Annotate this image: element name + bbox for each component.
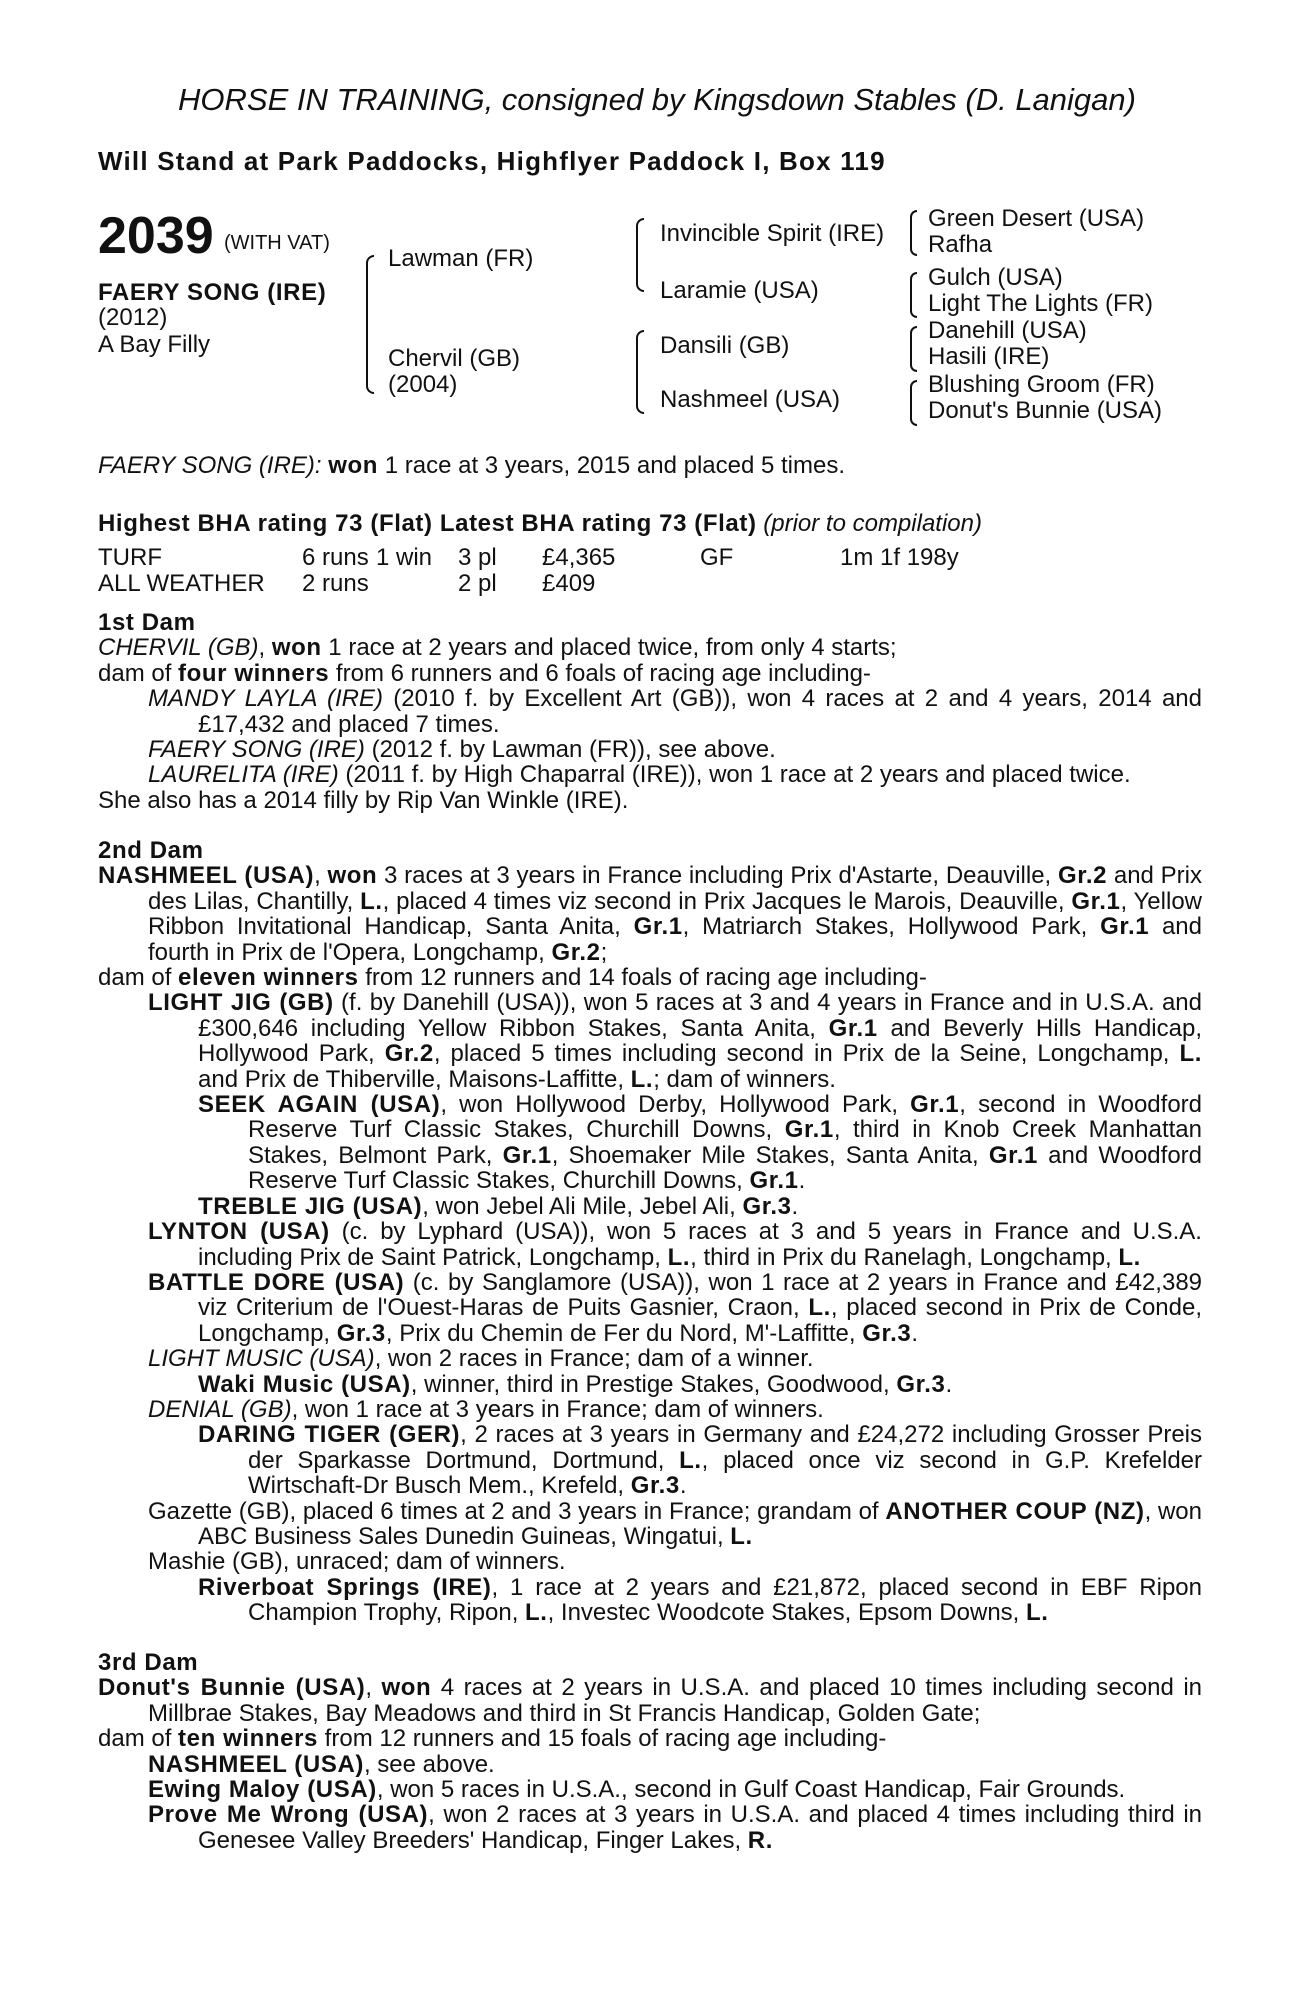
pedigree-bracket [910,380,917,426]
pedigree-bracket [910,326,917,372]
pedigree-gg-3: Gulch (USA) [928,264,1063,291]
dam-paragraph: dam of eleven winners from 12 runners and 14 foals of racing age including- [98,964,927,992]
progeny-entry: Prove Me Wrong (USA), won 2 races at 3 years in U.S.A. and placed 4 times including third in Genesee Valley Breeders' Handicap, Finger Lakes, R. [148,1801,1202,1854]
pedigree-bracket [636,330,644,414]
progeny-entry: MANDY LAYLA (IRE) (2010 f. by Excellent Art (GB)), won 4 races at 2 and 4 years, 2014 and £17,432 and placed 7 times. [148,685,1202,738]
dam-paragraph: She also has a 2014 filly by Rip Van Winkle (IRE). [98,786,629,814]
pedigree-dam-sire: Dansili (GB) [660,332,790,359]
progeny-entry: LYNTON (USA) (c. by Lyphard (USA)), won 5 races at 3 and 5 years in France and U.S.A. including Prix de Saint Patrick, Longchamp, L., third in Prix du Ranelagh, Longchamp, L. [148,1218,1202,1271]
race-record-table [98,545,959,597]
progeny-entry: LIGHT MUSIC (USA), won 2 races in France; dam of a winner. [148,1345,814,1373]
stand-location: Will Stand at Park Paddocks, Highflyer Paddock I, Box 119 [98,146,886,176]
progeny-entry: SEEK AGAIN (USA), won Hollywood Derby, Hollywood Park, Gr.1, second in Woodford Reserve Turf Classic Stakes, Churchill Downs, Gr.1, third in Knob Creek Manhattan Stakes, Belmont Park, Gr.1, Shoemaker Mile Stakes, Santa Anita, Gr.1 and Woodford Reserve Turf Classic Stakes, Churchill Downs, Gr.1. [198,1091,1203,1195]
pedigree-sire-sire: Invincible Spirit (IRE) [660,220,885,247]
section-heading: 3rd Dam [98,1649,199,1676]
pedigree-bracket [910,272,917,318]
page-title: HORSE IN TRAINING, consigned by Kingsdown Stables (D. Lanigan) [178,82,1136,117]
table-row: TURF 6 runs 1 win 3 pl £4,365 GF 1m 1f 198y [98,544,959,571]
pedigree-gg-4: Light The Lights (FR) [928,290,1153,317]
progeny-entry: LAURELITA (IRE) (2011 f. by High Chaparral (IRE)), won 1 race at 2 years and placed twice. [148,761,1131,789]
second-dam-section [98,838,1202,1626]
bha-ratings: Highest BHA rating 73 (Flat) Latest BHA rating 73 (Flat) (prior to compilation) [98,510,982,537]
pedigree-sire-dam: Laramie (USA) [660,277,819,304]
pedigree-gg-5: Danehill (USA) [928,317,1087,344]
progeny-entry: Ewing Maloy (USA), won 5 races in U.S.A., second in Gulf Coast Handicap, Fair Grounds. [148,1776,1126,1804]
progeny-entry: Riverboat Springs (IRE), 1 race at 2 years and £21,872, placed second in EBF Ripon Champion Trophy, Ripon, L., Investec Woodcote Stakes, Epsom Downs, L. [198,1573,1202,1627]
progeny-entry: BATTLE DORE (USA) (c. by Sanglamore (USA)), won 1 race at 2 years in France and £42,389 viz Criterium de l'Ouest-Haras de Puits Gasnier, Craon, L., placed second in Prix de Conde, Longchamp, Gr.3, Prix du Chemin de Fer du Nord, M'-Laffitte, Gr.3. [148,1268,1203,1347]
horse-year: (2012) [98,304,168,331]
progeny-entry: FAERY SONG (IRE) (2012 f. by Lawman (FR)), see above. [148,736,776,764]
progeny-entry: Mashie (GB), unraced; dam of winners. [148,1548,566,1576]
pedigree-bracket [366,255,374,394]
pedigree-bracket [910,210,917,256]
progeny-entry: Waki Music (USA), winner, third in Prestige Stakes, Goodwood, Gr.3. [198,1370,953,1398]
pedigree-dam-dam: Nashmeel (USA) [660,386,841,413]
table-row: ALL WEATHER 2 runs 2 pl £409 [98,570,596,597]
dam-paragraph: Donut's Bunnie (USA), won 4 races at 2 years in U.S.A. and placed 10 times including second in Millbrae Stakes, Bay Meadows and third in St Francis Handicap, Golden Gate; [98,1674,1202,1727]
horse-name: FAERY SONG (IRE) [98,279,327,306]
first-dam-section [98,610,1202,813]
dam-paragraph: CHERVIL (GB), won 1 race at 2 years and placed twice, from only 4 starts; [98,634,897,662]
third-dam-section [98,1650,1202,1853]
pedigree-gg-6: Hasili (IRE) [928,343,1050,370]
race-summary: FAERY SONG (IRE): won 1 race at 3 years, 2015 and placed 5 times. [98,452,846,479]
progeny-entry: LIGHT JIG (GB) (f. by Danehill (USA)), won 5 races at 3 and 4 years in France and in U.S.A. and £300,646 including Yellow Ribbon Stakes, Santa Anita, Gr.1 and Beverly Hills Handicap, Hollywood Park, Gr.2, placed 5 times including second in Prix de la Seine, Longchamp, L. and Prix de Thiberville, Maisons-Laffitte, L.; dam of winners. [148,989,1203,1093]
pedigree-gg-1: Green Desert (USA) [928,205,1145,232]
pedigree-sire: Lawman (FR) [388,245,534,272]
progeny-entry: NASHMEEL (USA), see above. [148,1750,495,1778]
pedigree-gg-7: Blushing Groom (FR) [928,371,1155,398]
section-heading: 1st Dam [98,609,196,636]
pedigree-dam: Chervil (GB) [388,345,521,372]
horse-description: A Bay Filly [98,331,211,358]
pedigree-dam-year: (2004) [388,371,458,398]
section-heading: 2nd Dam [98,837,204,864]
pedigree-gg-2: Rafha [928,231,993,258]
progeny-entry: DARING TIGER (GER), 2 races at 3 years in Germany and £24,272 including Grosser Preis der Sparkasse Dortmund, Dortmund, L., placed once viz second in G.P. Krefelder Wirtschaft-Dr Busch Mem., Krefeld, Gr.3. [198,1421,1203,1500]
pedigree-gg-8: Donut's Bunnie (USA) [928,397,1163,424]
vat-note: (WITH VAT) [224,232,330,254]
dam-paragraph: dam of ten winners from 12 runners and 15 foals of racing age including- [98,1725,887,1753]
progeny-entry: DENIAL (GB), won 1 race at 3 years in France; dam of winners. [148,1395,824,1423]
pedigree-bracket [636,218,644,292]
dam-paragraph: dam of four winners from 6 runners and 6 foals of racing age including- [98,659,871,687]
dam-paragraph: NASHMEEL (USA), won 3 races at 3 years in France including Prix d'Astarte, Deauville, Gr.2 and Prix des Lilas, Chantilly, L., placed 4 times viz second in Prix Jacques le Marois, Deauville, Gr.1, Yellow Ribbon Invitational Handicap, Santa Anita, Gr.1, Matriarch Stakes, Hollywood Park, Gr.1 and fourth in Prix de l'Opera, Longchamp, Gr.2; [98,862,1202,966]
progeny-entry: Gazette (GB), placed 6 times at 2 and 3 years in France; grandam of ANOTHER COUP (NZ), won ABC Business Sales Dunedin Guineas, Wingatui, L. [148,1497,1202,1550]
progeny-entry: TREBLE JIG (USA), won Jebel Ali Mile, Jebel Ali, Gr.3. [198,1192,799,1220]
lot-number: 2039 [98,207,214,265]
